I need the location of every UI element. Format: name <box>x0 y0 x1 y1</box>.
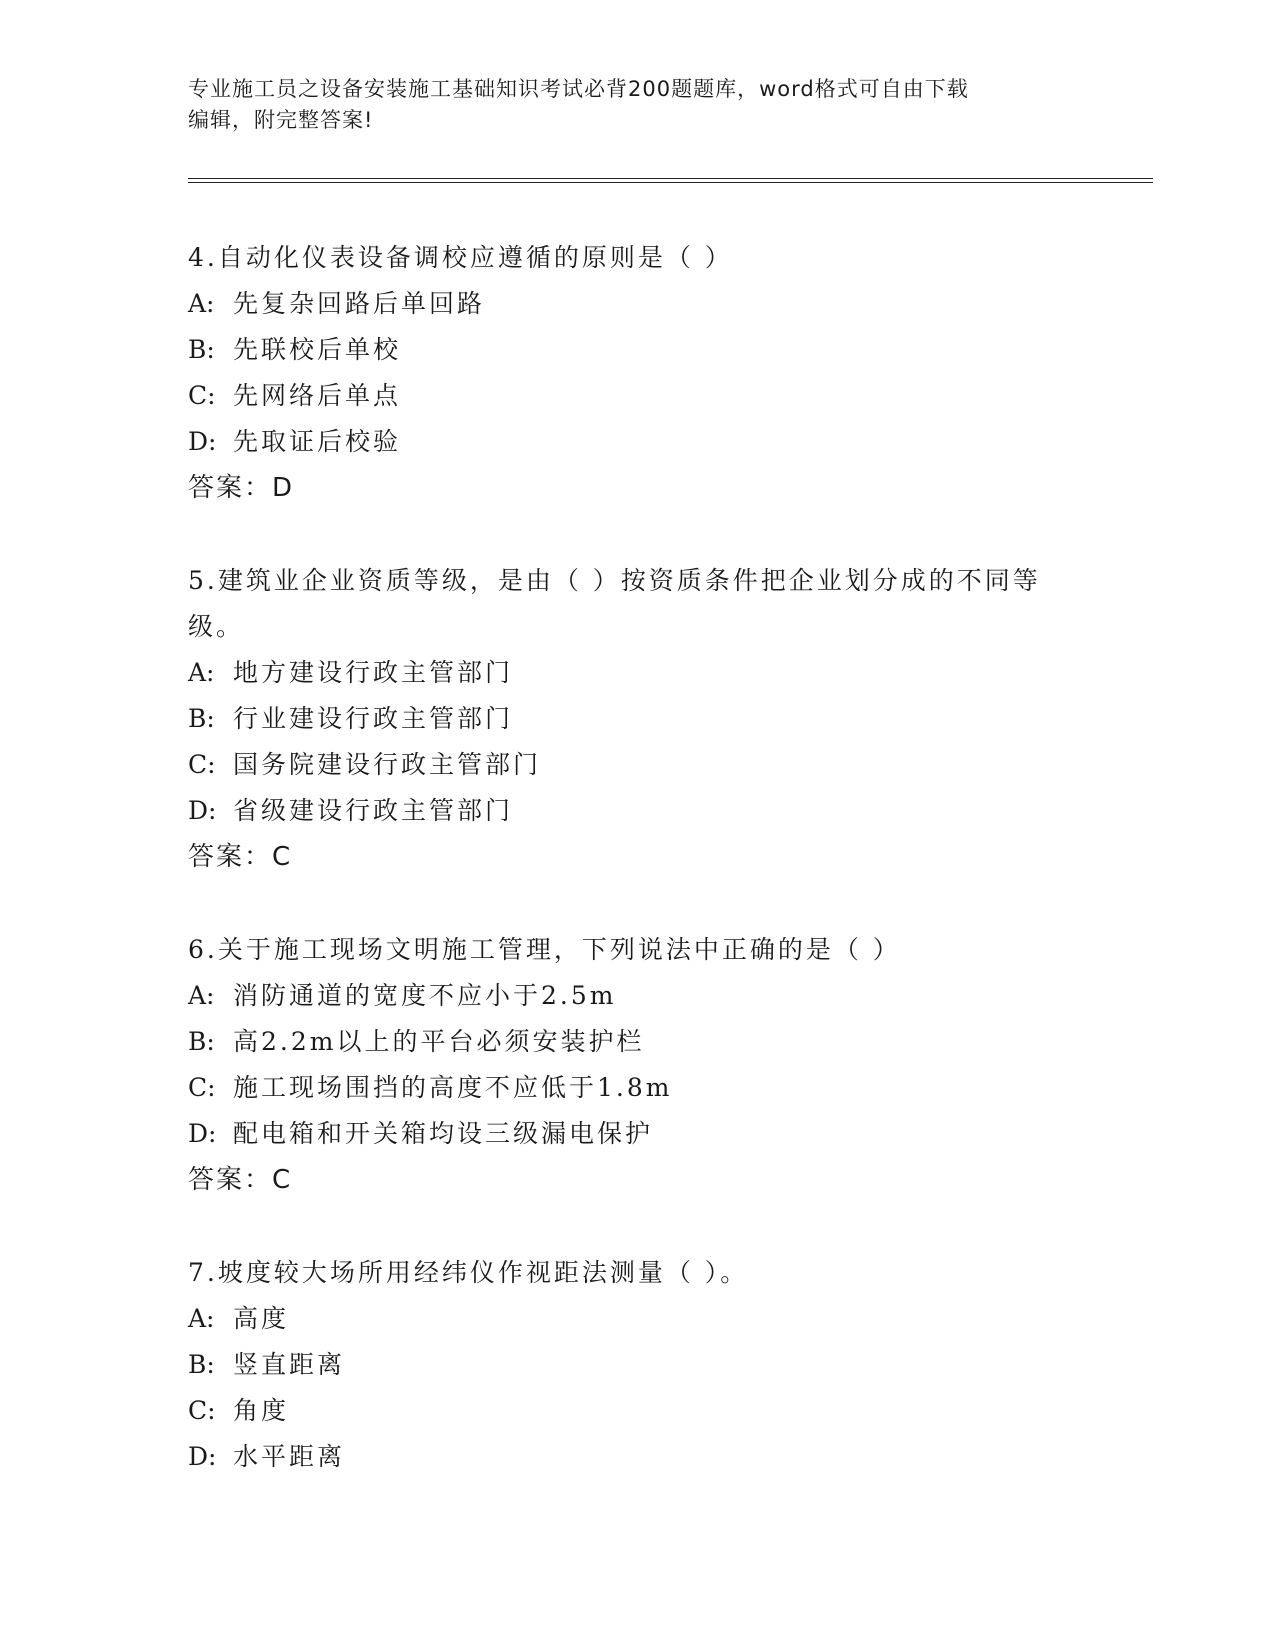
option-d <box>188 788 1088 834</box>
option-text: 国务院建设行政主管部门 <box>233 750 542 779</box>
option-text: 先取证后校验 <box>233 427 402 456</box>
option-b <box>188 1342 1088 1388</box>
option-text: 配电箱和开关箱均设三级漏电保护 <box>233 1119 654 1148</box>
question-stem: 6.关于施工现场文明施工管理，下列说法中正确的是（ ） <box>188 935 901 964</box>
option-label: C: <box>188 1396 216 1425</box>
answer: 答案：D <box>188 473 295 503</box>
header-divider-top <box>188 178 1153 179</box>
question-stem-line-1: 5.建筑业企业资质等级，是由（ ）按资质条件把企业划分成的不同等 <box>188 566 1041 595</box>
question-stem: 4.自动化仪表设备调校应遵循的原则是（ ） <box>188 243 733 272</box>
header-title-line-1: 专业施工员之设备安装施工基础知识考试必背200题题库，word格式可自由下载 <box>188 77 969 101</box>
option-label: D: <box>188 427 217 456</box>
option-b <box>188 1019 1088 1065</box>
option-label: C: <box>188 381 216 410</box>
option-a <box>188 973 1088 1019</box>
option-text: 地方建设行政主管部门 <box>233 658 514 687</box>
option-text: 先复杂回路后单回路 <box>233 289 486 318</box>
option-label: A: <box>188 1304 215 1333</box>
option-label: B: <box>188 335 215 364</box>
option-d <box>188 1111 1088 1157</box>
question-6 <box>188 927 1088 1203</box>
option-label: B: <box>188 1027 215 1056</box>
option-text: 竖直距离 <box>233 1350 346 1379</box>
option-text: 先联校后单校 <box>233 335 402 364</box>
option-text: 先网络后单点 <box>233 381 402 410</box>
option-text: 高度 <box>233 1304 290 1333</box>
option-c <box>188 1065 1088 1111</box>
option-c <box>188 1388 1088 1434</box>
option-c <box>188 373 1088 419</box>
option-b <box>188 696 1088 742</box>
option-b <box>188 327 1088 373</box>
option-label: D: <box>188 796 217 825</box>
option-label: D: <box>188 1119 217 1148</box>
option-label: B: <box>188 704 215 733</box>
option-text: 施工现场围挡的高度不应低于1.8m <box>233 1073 673 1102</box>
option-label: A: <box>188 658 215 687</box>
option-text: 消防通道的宽度不应小于2.5m <box>233 981 617 1010</box>
option-a <box>188 281 1088 327</box>
option-label: A: <box>188 289 215 318</box>
question-stem: 7.坡度较大场所用经纬仪作视距法测量（ ）。 <box>188 1258 749 1287</box>
option-label: C: <box>188 1073 216 1102</box>
option-label: C: <box>188 750 216 779</box>
answer: 答案：C <box>188 1165 293 1195</box>
option-text: 水平距离 <box>233 1442 346 1471</box>
option-label: A: <box>188 981 215 1010</box>
question-list <box>188 235 1088 1527</box>
header-title-line-2: 编辑，附完整答案! <box>188 108 374 132</box>
answer: 答案：C <box>188 842 293 872</box>
option-label: D: <box>188 1442 217 1471</box>
option-label: B: <box>188 1350 215 1379</box>
option-a <box>188 1296 1088 1342</box>
header-divider-bottom <box>188 182 1153 183</box>
option-text: 行业建设行政主管部门 <box>233 704 514 733</box>
question-5 <box>188 558 1088 880</box>
option-a <box>188 650 1088 696</box>
question-4 <box>188 235 1088 511</box>
option-text: 省级建设行政主管部门 <box>233 796 514 825</box>
option-text: 角度 <box>233 1396 290 1425</box>
option-text: 高2.2m以上的平台必须安装护栏 <box>233 1027 645 1056</box>
option-d <box>188 1434 1088 1480</box>
option-d <box>188 419 1088 465</box>
question-stem-line-2: 级。 <box>188 612 245 641</box>
question-7 <box>188 1250 1088 1480</box>
option-c <box>188 742 1088 788</box>
document-header <box>188 74 1088 136</box>
